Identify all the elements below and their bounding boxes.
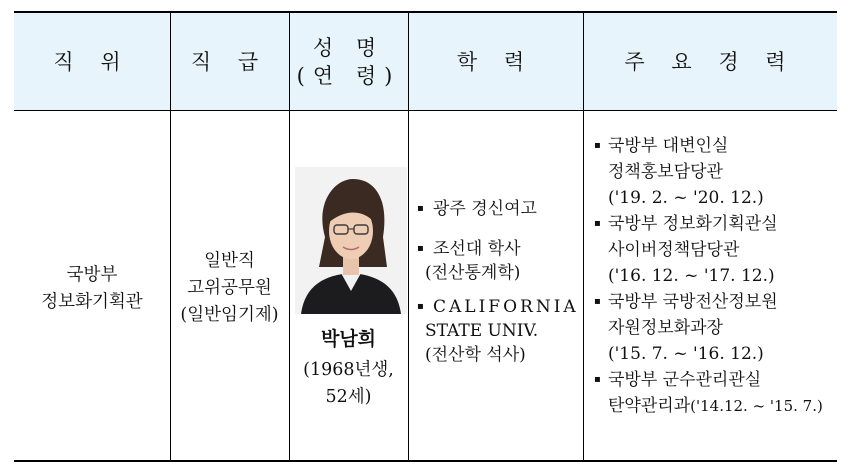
education-line: ▪ 조선대 학사: [433, 239, 521, 259]
career-org: ▪ 국방부 국방전산정보원: [608, 292, 778, 312]
person-name: [289, 322, 408, 352]
header-name-label: 성 명: [312, 36, 385, 60]
grade-line: (일반임기제): [180, 305, 279, 325]
header-grade: [170, 13, 289, 111]
age-line: (1968년생,: [303, 360, 394, 380]
position-cell: [14, 111, 170, 460]
career-org: ▪ 국방부 대변인실: [608, 136, 729, 156]
career-title: 탄약관리과: [608, 396, 691, 416]
career-list: [592, 133, 837, 419]
list-item: [592, 367, 837, 419]
header-education: [408, 13, 583, 111]
education-line: ▪ CALIFORNIA: [433, 297, 579, 317]
career-period: ('15. 7. ~ '16. 12.): [608, 344, 764, 364]
header-age-label: (연 령): [296, 64, 401, 88]
grade-line: 일반직: [204, 251, 255, 271]
grade-cell: [170, 111, 289, 460]
profile-photo: [295, 167, 407, 314]
education-line: ▪ 광주 경신여고: [433, 199, 537, 219]
career-period: ('19. 2. ~ '20. 12.): [608, 188, 764, 208]
career-title-period: [608, 393, 837, 419]
career-period: ('14.12. ~ '15. 7.): [690, 397, 823, 415]
person-age: [289, 354, 408, 414]
career-title: 사이버정책담당관: [608, 240, 740, 260]
position-line: 국방부: [66, 264, 118, 285]
career-title: 자원정보화과장: [608, 318, 723, 338]
header-position-label: 직 위: [53, 50, 131, 74]
age-line: 52세): [325, 387, 372, 407]
grade-line: 고위공무원: [187, 278, 272, 298]
career-org: ▪ 국방부 군수관리관실: [608, 370, 762, 390]
header-career: [583, 13, 837, 111]
list-item: [592, 211, 837, 289]
list-item: [592, 133, 837, 211]
list-item: [417, 237, 587, 285]
education-line: (전산통계학): [425, 263, 521, 283]
header-name: [289, 13, 408, 111]
list-item: [417, 295, 587, 367]
career-title: 정책홍보담당관: [608, 162, 723, 182]
header-career-label: 주 요 경 력: [624, 50, 796, 74]
career-org: ▪ 국방부 정보화기획관실: [608, 214, 778, 234]
education-list: [417, 197, 587, 376]
header-position: [14, 13, 170, 111]
header-grade-label: 직 급: [190, 50, 269, 74]
person-portrait-icon: [295, 167, 407, 314]
education-line: (전산학 석사): [425, 345, 526, 365]
list-item: [592, 289, 837, 367]
list-item: [417, 197, 587, 221]
education-line: STATE UNIV.: [425, 321, 539, 341]
career-period: ('16. 12. ~ '17. 12.): [608, 266, 775, 286]
person-name-text: 박남희: [320, 327, 377, 350]
position-line: 정보화기획관: [41, 291, 143, 312]
header-education-label: 학 력: [456, 50, 535, 74]
